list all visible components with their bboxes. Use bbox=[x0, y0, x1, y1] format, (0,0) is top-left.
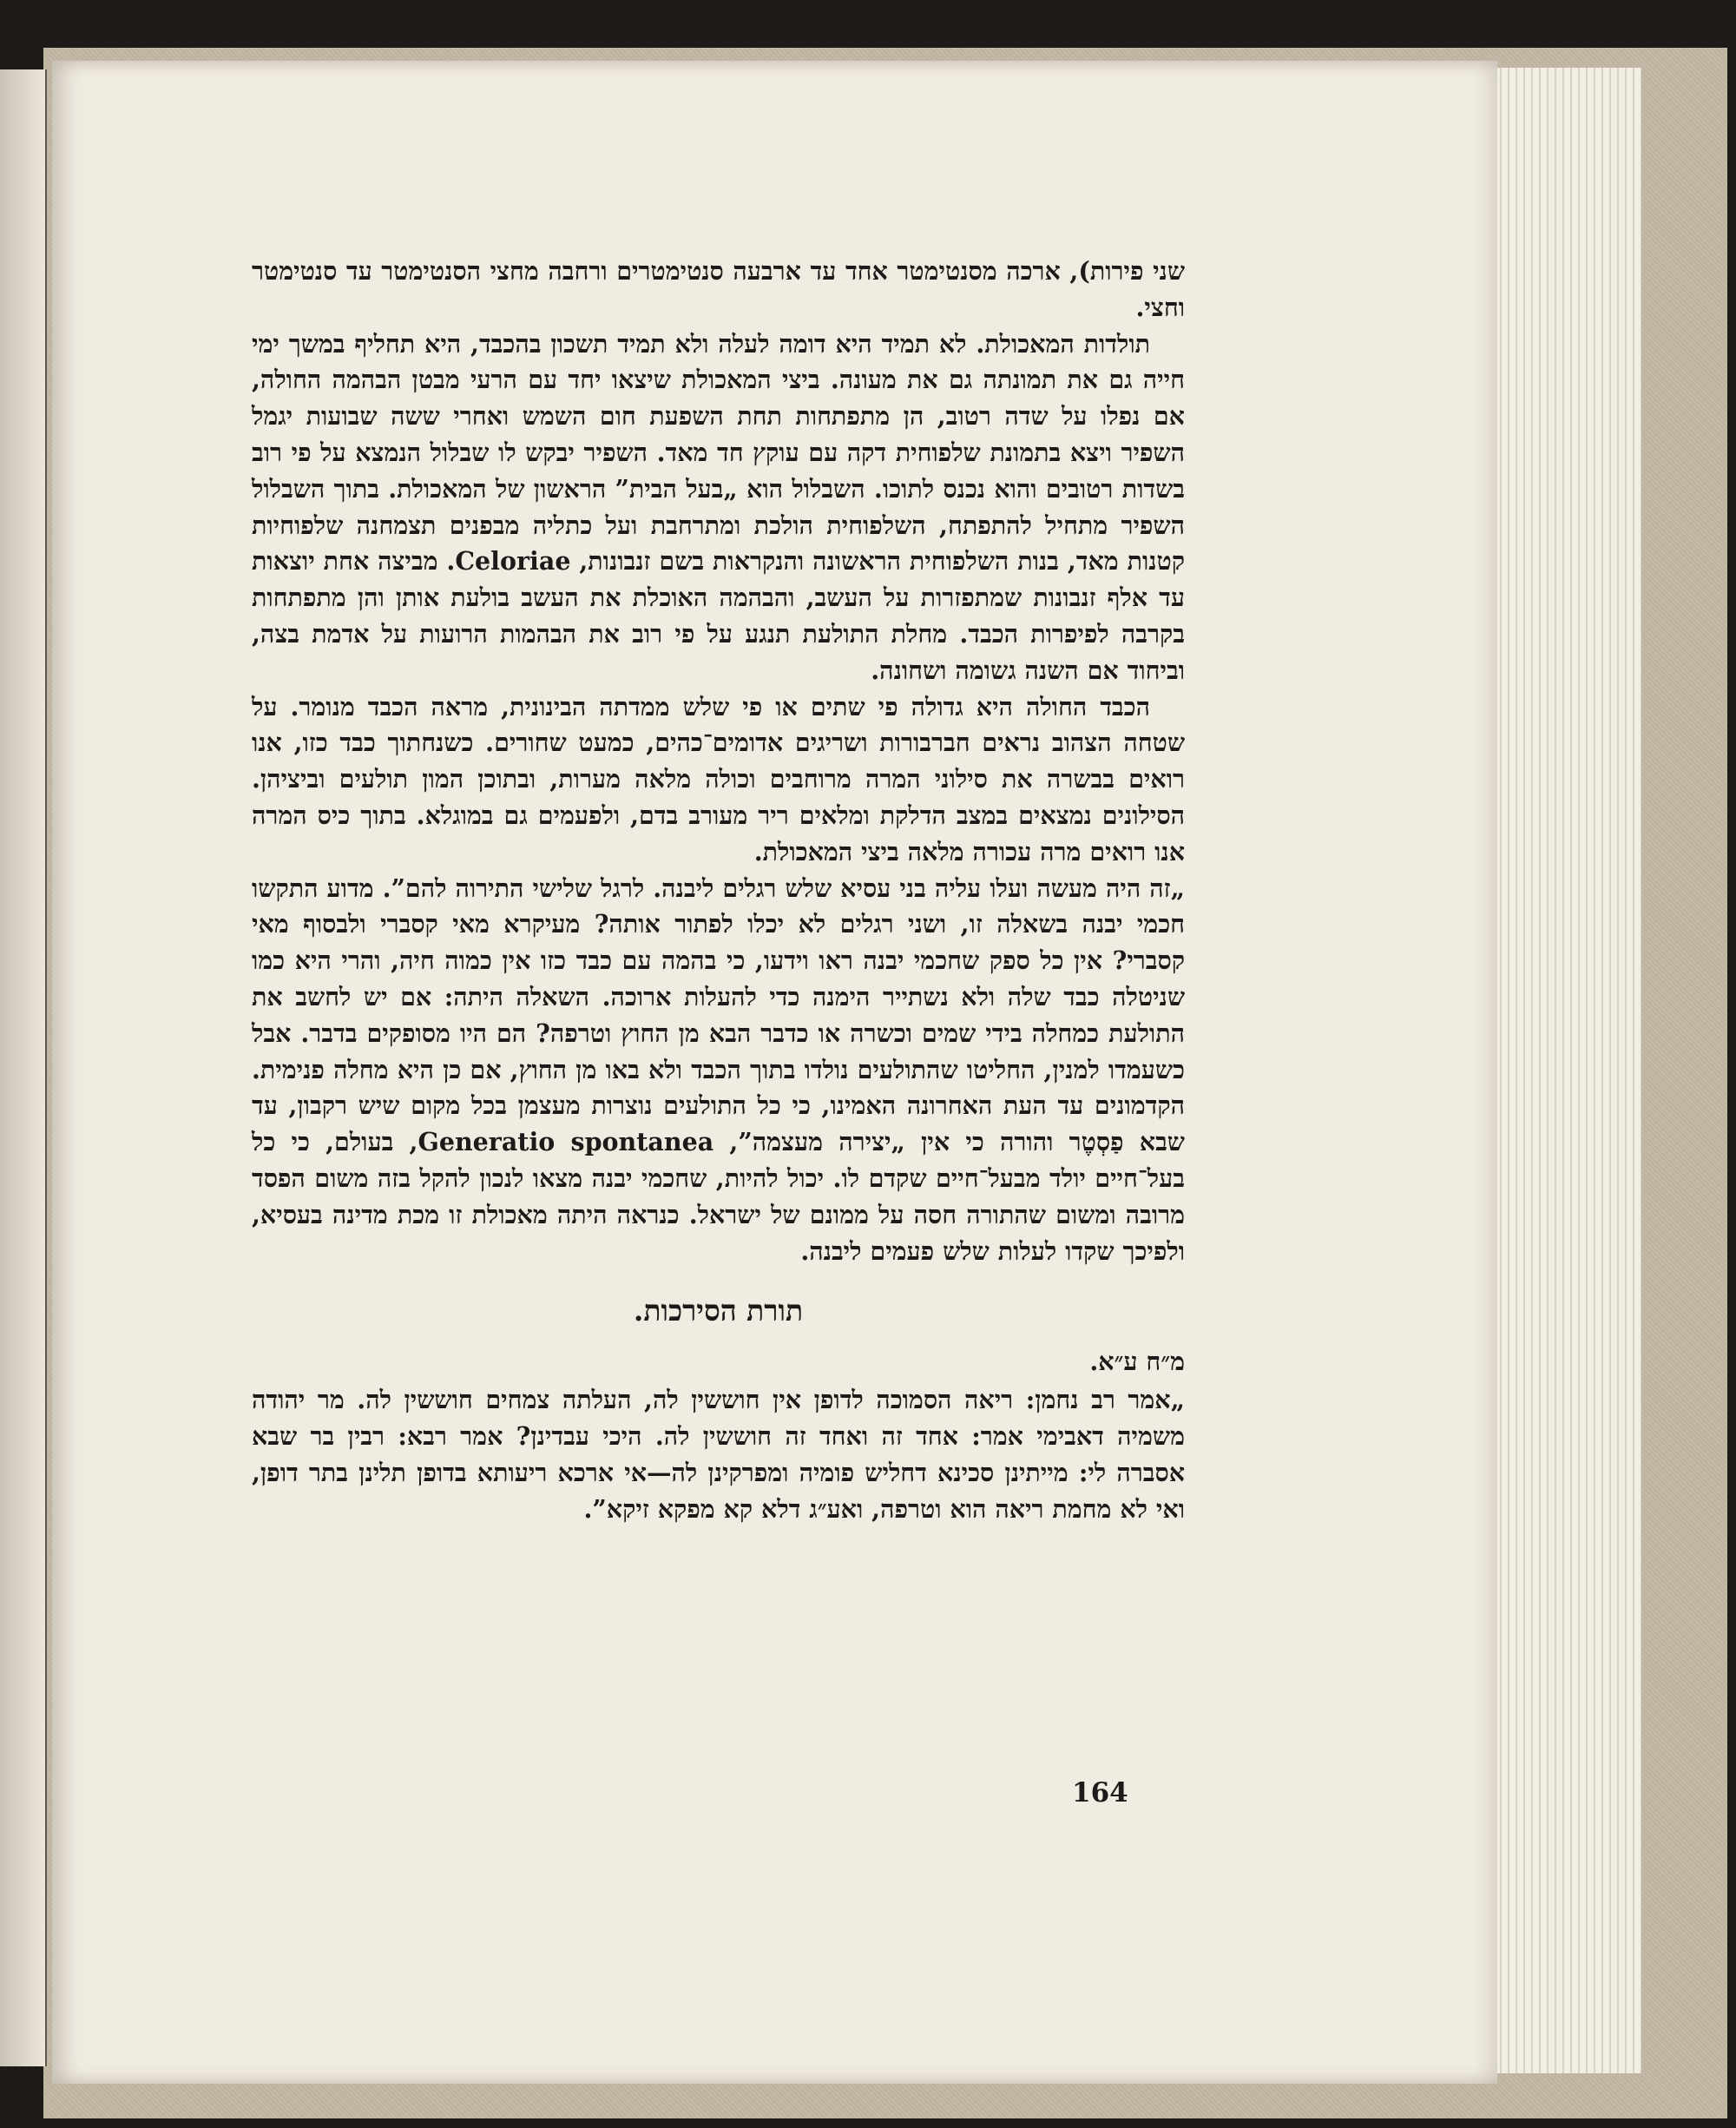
section-reference: מ״ח ע״א. bbox=[1089, 1347, 1185, 1377]
paragraph-2: תולדות המאכולת. לא תמיד היא דומה לעלה ולא תמיד תשכון בהכבד, היא תחליף במשך ימי חייה גם את תמונתה גם את מעונה. ביצי המאכולת שיצאו יחד עם הרעי מבטן הבהמה החולה, אם נפלו על שדה רטוב, הן מתפתחות תחת השפעת חום השמש ואחרי ששה שבועות יגמל השפיר ויצא בתמונת שלפוחית דקה עם עוקץ חד מאד. השפיר יבקש לו שבלול הנמצא על פי רוב בשדות רטובים והוא נכנס לתוכו. השבלול הוא „בעל הבית” הראשון של המאכולת. בתוך השבלול השפיר מתחיל להתפתח, השלפוחית הולכת ומתרחבת ועל כתליה מבפנים תצמחנה שלפוחיות קטנות מאד, בנות השלפוחית הראשונה והנקראות בשם זנבונות, Celoriae. מביצה אחת יוצאות עד אלף זנבונות שמתפזרות על העשב, והבהמה האוכלת את העשב בולעת אותן והן מתפתחות בקרבה לפיפרות הכבד. מחלת התולעת תנגע על פי רוב את הבהמות הרועות על אדמת בצה, וביחוד אם השנה גשומה ושחונה. bbox=[252, 328, 1185, 685]
book-page bbox=[52, 61, 1497, 2084]
section-title: תורת הסירכות. bbox=[633, 1294, 804, 1328]
paragraph-3: הכבד החולה היא גדולה פי שתים או פי שלש ממדתה הבינונית, מראה הכבד מנומר. על שטחה הצהוב נראים חברבורות ושריגים אדומים־כהים, כמעט שחורים. כשנחתוך כבד כזו, אנו רואים בבשרה את סילוני המרה מרוחבים וכולה מלאה מערות, ובתוכן המון תולעים וביציהן. הסילונים נמצאים במצב הדלקת ומלאים ריר מעורב בדם, ולפעמים גם במוגלא. בתוך כיס המרה אנו רואים מרה עכורה מלאה ביצי המאכולת. bbox=[252, 691, 1185, 866]
talmud-quote: „אמר רב נחמן: ריאה הסמוכה לדופן אין חוששין לה, העלתה צמחים חוששין לה. מר יהודה משמיה דאבימי אמר: אחד זה ואחד זה חוששין לה. היכי עבדינן? אמר רבא: רבין בר שבא אסברה לי: מייתינן סכינא דחליש פומיה ומפרקינן לה—אי ארכא ריעותא בדופן תלינן בתר דופן, ואי לא מחמת ריאה הוא וטרפה, ואע״ג דלא קא מפקא זיקא”. bbox=[252, 1385, 1185, 1524]
page-number: 164 bbox=[1072, 1777, 1128, 1808]
previous-page-edge bbox=[0, 69, 47, 2066]
page-stack-edge bbox=[1493, 68, 1641, 2073]
page-text bbox=[252, 254, 1185, 1528]
paragraph-1: שני פירות), ארכה מסנטימטר אחד עד ארבעה סנטימטרים ורחבה מחצי הסנטימטר עד סנטימטר וחצי. bbox=[252, 256, 1185, 322]
paragraph-4: „זה היה מעשה ועלו עליה בני עסיא שלש רגלים ליבנה. לרגל שלישי התירוה להם”. מדוע התקשו חכמי יבנה בשאלה זו, ושני רגלים לא יכלו לפתור אותה? מעיקרא מאי קסברי ולבסוף מאי קסברי? אין כל ספק שחכמי יבנה ראו וידעו, כי בהמה עם כבד כזו אין כמוה חיה, והרי היא כמו שניטלה כבד שלה ולא נשתייר הימנה כדי להעלות ארוכה. השאלה היתה: אם יש לחשב את התולעת כמחלה בידי שמים וכשרה או כדבר הבא מן החוץ וטרפה? הם היו מסופקים בדבר. אבל כשעמדו למנין, החליטו שהתולעים נולדו בתוך הכבד ולא באו מן החוץ, אם כן היא מחלה פנימית. הקדמונים עד העת האחרונה האמינו, כי כל התולעים נוצרות מעצמן בכל מקום שיש רקבון, עד שבא פַסְטֶר והורה כי אין „יצירה מעצמה”, Generatio spontanea, בעולם, כי כל בעל־חיים יולד מבעל־חיים שקדם לו. יכול להיות, שחכמי יבנה מצאו לנכון להקל בזה משום הפסד מרובה ומשום שהתורה חסה על ממונם של ישראל. כנראה היתה מאכולת זו מכת מדינה בעסיא, ולפיכך שקדו לעלות שלש פעמים ליבנה. bbox=[252, 873, 1185, 1266]
